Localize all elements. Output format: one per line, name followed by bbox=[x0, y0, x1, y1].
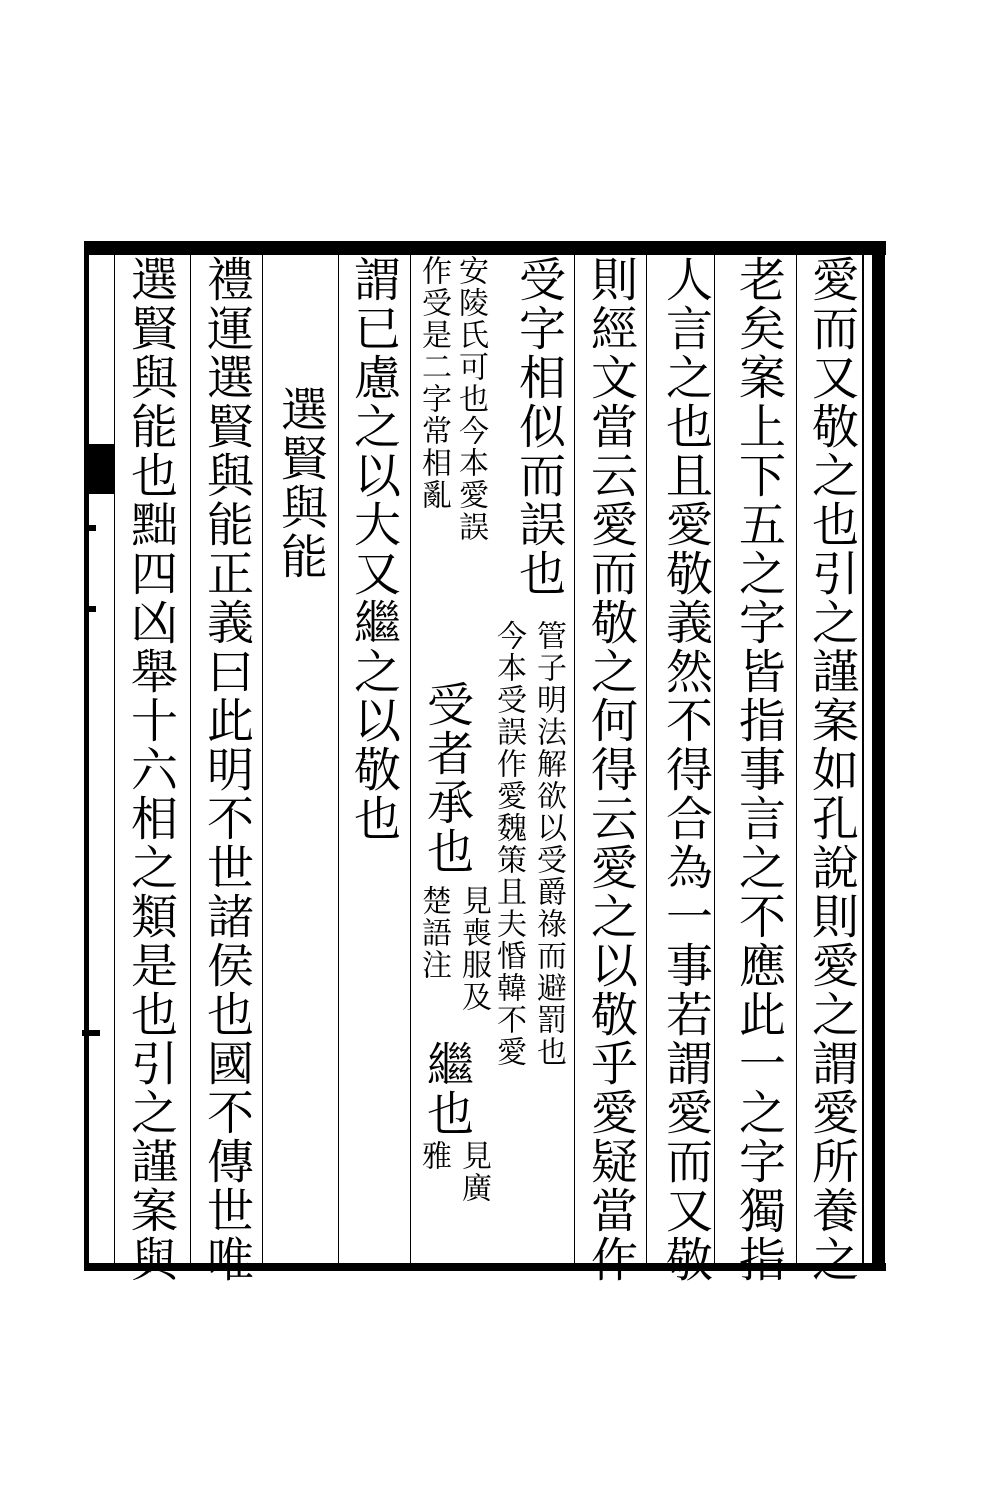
annotation-column: 作受是二字常相亂 bbox=[416, 255, 451, 511]
column-divider bbox=[410, 255, 411, 1263]
margin-dash-mark bbox=[84, 606, 96, 612]
text-column: 禮運選賢與能正義曰此明不世諸侯也國不傳世唯 bbox=[199, 255, 254, 1284]
frame-inner-right-rule bbox=[862, 250, 864, 1265]
text-column: 受字相似而誤也 bbox=[511, 255, 566, 598]
text-column: 受者承也 bbox=[419, 680, 474, 876]
annotation-column: 見廣 bbox=[456, 1140, 491, 1204]
text-column: 老矣案上下五之字皆指事言之不應此一之字獨指 bbox=[731, 255, 786, 1284]
text-column: 人言之也且愛敬義然不得合為一事若謂愛而又敬 bbox=[658, 255, 713, 1284]
column-divider bbox=[338, 255, 339, 1263]
text-column: 繼也 bbox=[419, 1040, 474, 1138]
annotation-column: 見喪服及 bbox=[456, 885, 491, 1013]
column-divider bbox=[796, 255, 797, 1263]
annotation-column: 雅 bbox=[416, 1140, 451, 1172]
column-divider bbox=[190, 255, 191, 1263]
column-divider bbox=[574, 255, 575, 1263]
margin-dash-mark bbox=[84, 525, 96, 531]
section-heading: 選賢與能 bbox=[273, 385, 328, 581]
margin-tick-mark bbox=[82, 1030, 100, 1036]
annotation-column: 今本受誤作愛魏策且夫惛韓不愛 bbox=[491, 620, 526, 1068]
text-column: 則經文當云愛而敬之何得云愛之以敬乎愛疑當作 bbox=[583, 255, 638, 1284]
annotation-column: 安陵氏可也今本愛誤 bbox=[453, 255, 488, 543]
frame-top-rule bbox=[84, 241, 886, 255]
column-divider bbox=[646, 255, 647, 1263]
frame-right-rule bbox=[872, 241, 885, 1271]
annotation-column: 楚語注 bbox=[416, 885, 451, 981]
annotation-column: 管子明法解欲以受爵祿而避罰也 bbox=[531, 620, 566, 1068]
text-column: 愛而又敬之也引之謹案如孔說則愛之謂愛所養之 bbox=[804, 255, 859, 1284]
column-divider bbox=[262, 255, 263, 1263]
text-column: 謂已慮之以大又繼之以敬也 bbox=[346, 255, 401, 843]
text-column: 選賢與能也黜四凶舉十六相之類是也引之謹案與 bbox=[123, 255, 178, 1284]
frame-left-rule bbox=[84, 241, 89, 1271]
fishtail-mark bbox=[84, 444, 114, 494]
column-divider bbox=[714, 255, 715, 1263]
column-divider bbox=[114, 255, 115, 1263]
